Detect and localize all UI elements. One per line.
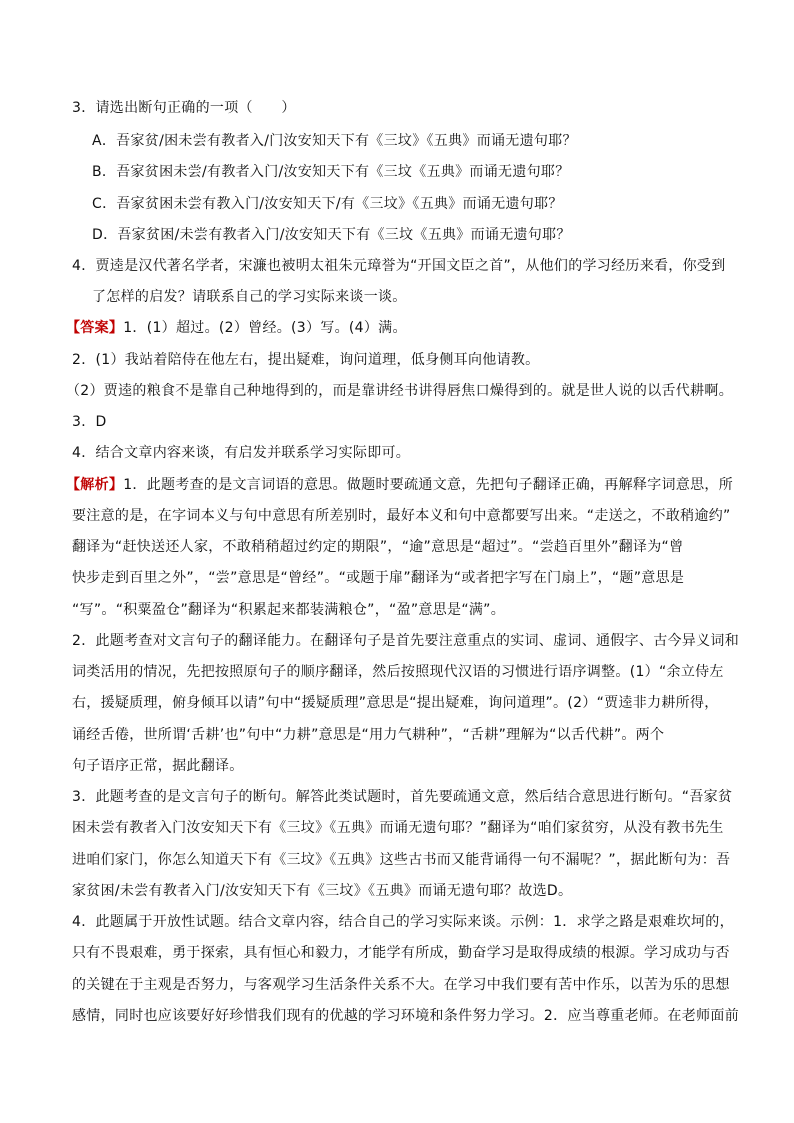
analysis-4-line-3: 的关键在于主观是否努力，与客观学习生活条件关系不大。在学习中我们要有苦中作乐，以苦为乐的思想 <box>72 977 730 993</box>
analysis-1-line-5: “写”。“积粟盈仓”翻译为“积累起来都装满粮仓”，“盈”意思是“满”。 <box>72 602 506 618</box>
answer-3: 3．D <box>72 414 107 430</box>
analysis-2-line-2: 词类活用的情况，先把按照原句子的顺序翻译，然后按照现代汉语的习惯进行语序调整。(1）“余立侍左 <box>72 664 724 680</box>
analysis-1-line-4: 快步走到百里之外”，“尝”意思是“曾经”。“或题于扉”翻译为“或者把字写在门扇上”，“题”意思是 <box>72 570 685 586</box>
analysis-tag: 【解析】 <box>66 477 124 493</box>
answer-2-part-1: 2．(1）我站着陪侍在他左右，提出疑难，询问道理，低身侧耳向他请教。 <box>72 352 540 368</box>
analysis-1-line-2: 要注意的是，在字词本义与句中意思有所差别时，最好本义和句中意都要写出来。“走送之，不敢稍逾约” <box>72 508 731 524</box>
question-4-line-2: 了怎样的启发？请联系自己的学习实际来谈一谈。 <box>92 289 407 305</box>
analysis-1-line-1 <box>66 475 733 495</box>
analysis-3-line-3: 进咱们家门，你怎么知道天下有《三坟》《五典》这些古书而又能背诵得一句不漏呢？”，据此断句为：吾 <box>72 852 731 868</box>
question-3-option-a: A．吾家贫/困未尝有教者入/门汝安知天下有《三坟》《五典》而诵无遗句耶？ <box>92 133 577 149</box>
analysis-4-line-1: 4．此题属于开放性试题。结合文章内容，结合自己的学习实际来谈。示例：1．求学之路是艰难坎坷的， <box>72 914 734 930</box>
question-3-option-c: C．吾家贫困未尝有教入门/汝安知天下/有《三坟》《五典》而诵无遗句耶？ <box>92 196 563 212</box>
answer-tag: 【答案】 <box>66 320 124 336</box>
analysis-3-line-4: 家贫困/未尝有教者入门/汝安知天下有《三坟》《五典》而诵无遗句耶？故选D。 <box>72 883 573 899</box>
analysis-3-line-2: 困未尝有教者入门汝安知天下有《三坟》《五典》而诵无遗句耶？”翻译为“咱们家贫穷，从没有教书先生 <box>72 820 724 836</box>
question-4-line-1: 4．贾逵是汉代著名学者，宋濂也被明太祖朱元璋誉为“开国文臣之首”，从他们的学习经历来看，你受到 <box>72 258 726 274</box>
analysis-2-line-3: 右，援疑质理，俯身倾耳以请”句中“援疑质理”意思是“提出疑难，询问道理”。(2）“贾逵非力耕所得， <box>72 695 719 711</box>
analysis-4-line-4: 感情，同时也应该要好好珍惜我们现有的优越的学习环境和条件努力学习。2．应当尊重老师。在老师面前 <box>72 1008 740 1024</box>
analysis-4-line-2: 只有不畏艰难，勇于探索，具有恒心和毅力，才能学有所成，勤奋学习是取得成绩的根源。学习成功与否 <box>72 945 730 961</box>
question-3-option-d: D．吾家贫困/未尝有教者入门/汝安知天下有《三坟《五典》而诵无遗句耶？ <box>92 227 571 243</box>
answer-4: 4．结合文章内容来谈，有启发并联系学习实际即可。 <box>72 445 411 461</box>
analysis-2-line-4: 诵经舌倦，世所谓‘舌耕’也”句中“力耕”意思是“用力气耕种”，“舌耕”理解为“以舌代耕”。两个 <box>72 727 665 743</box>
analysis-1-line-3: 翻译为“赶快送还人家，不敢稍稍超过约定的期限”，“逾”意思是“超过”。“尝趋百里外”翻译为“曾 <box>72 539 684 555</box>
analysis-1-text: 1．此题考查的是文言词语的意思。做题时要疏通文意，先把句子翻译正确，再解释字词意思，所 <box>123 477 734 493</box>
question-3-option-b: B．吾家贫困未尝/有教者入门/汝安知天下有《三坟《五典》而诵无遗句耶？ <box>92 164 570 180</box>
answer-block-1 <box>66 318 407 338</box>
question-3-stem: 3．请选出断句正确的一项（ ） <box>72 100 296 116</box>
analysis-2-line-1: 2．此题考查对文言句子的翻译能力。在翻译句子是首先要注意重点的实词、虚词、通假字、古今异义词和 <box>72 633 740 649</box>
analysis-3-line-1: 3．此题考查的是文言句子的断句。解答此类试题时，首先要疏通文意，然后结合意思进行断句。“吾家贫 <box>72 789 733 805</box>
answer-2-part-2: （2）贾逵的粮食不是靠自己种地得到的，而是靠讲经书讲得唇焦口燥得到的。就是世人说的以舌代耕啊。 <box>66 383 734 399</box>
answer-1: 1．(1）超过。(2）曾经。(3）写。(4）满。 <box>123 320 407 336</box>
analysis-2-line-5: 句子语序正常，据此翻译。 <box>72 758 244 774</box>
